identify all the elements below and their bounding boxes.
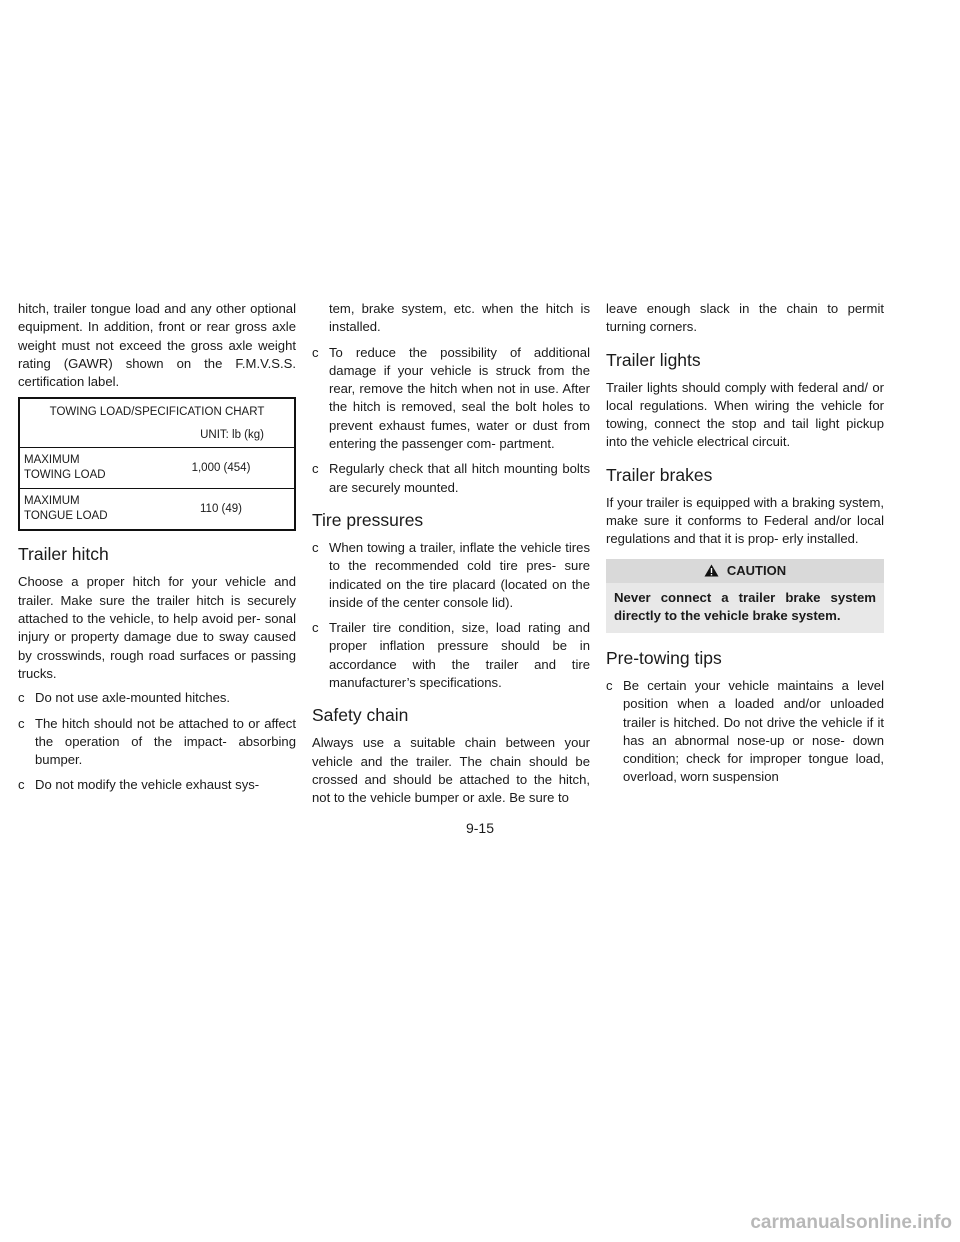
heading-safety-chain: Safety chain (312, 705, 409, 726)
spec-row-tongue (19, 489, 295, 531)
spec-row-label: MAXIMUM TONGUE LOAD (19, 489, 148, 531)
lights-paragraph: Trailer lights should comply with federal and/ or local regulations. When wiring the vehicle for towing, connect the stop and tail light pickup into the vehicle electrical circuit. (606, 379, 884, 450)
caution-box (606, 559, 884, 633)
list-item: c Trailer tire condition, size, load rating and proper inflation pressure should be in accordance with the trailer and tire manufacturer’s specifications. (312, 620, 590, 691)
spec-table-title: TOWING LOAD/SPECIFICATION CHART (49, 406, 265, 419)
brakes-paragraph: If your trailer is equipped with a braking system, make sure it conforms to Federal and/or local regulations and that it is prop- erly installed. (606, 494, 884, 547)
bullet-mark: c (18, 690, 25, 706)
heading-trailer-hitch: Trailer hitch (18, 544, 109, 565)
intro-paragraph: hitch, trailer tongue load and any other optional equipment. In addition, front or rear gross axle weight must not exceed the gross axle weight rating (GAWR) shown on the F.M.V.S.S. certification label. (18, 301, 296, 390)
list-item: c The hitch should not be attached to or affect the operation of the impact- absorbing bumper. (18, 715, 296, 768)
chain-paragraph: Always use a suitable chain between your vehicle and the trailer. The chain should be crossed and should be attached to the hitch, not to the vehicle bumper or axle. Be sure to (312, 735, 590, 806)
list-item: c Do not modify the vehicle exhaust sys- (18, 776, 296, 794)
heading-trailer-lights: Trailer lights (606, 349, 701, 370)
watermark: carmanualsonline.info (750, 1212, 952, 1233)
warning-triangle-icon (704, 564, 719, 577)
list-item: c To reduce the possibility of additional damage if your vehicle is struck from the rear, remove the hitch when not in use. After the hitch is removed, seal the bolt holes to prevent exhaust fumes, water or dust from entering the passenger com- partment. (312, 344, 590, 452)
spec-row-towing (19, 448, 295, 489)
bullet-mark: c (312, 620, 319, 636)
list-item: c Be certain your vehicle maintains a level position when a loaded and/or unloaded trailer is hitched. Do not drive the vehicle if it has an abnormal nose-up or nose- down condition; check for improper tongue load, overload, worn suspension (606, 677, 884, 785)
towing-spec-table (18, 397, 296, 531)
spec-table-unit: UNIT: lb (kg) (200, 429, 264, 442)
chain-continuation: leave enough slack in the chain to permit turning corners. (606, 301, 884, 335)
heading-trailer-brakes: Trailer brakes (606, 464, 713, 485)
bullet-mark: c (312, 539, 319, 555)
hitch-paragraph: Choose a proper hitch for your vehicle and trailer. Make sure the trailer hitch is securely attached to the vehicle, to help avoid per- sonal injury or property damage due to sway caused by crosswinds, rough road surfaces or passing trucks. (18, 574, 296, 681)
column-middle (312, 300, 590, 814)
list-item-continuation: tem, brake system, etc. when the hitch is installed. (329, 301, 590, 335)
caution-label: CAUTION (726, 562, 787, 578)
caution-header (606, 559, 884, 583)
bullet-mark: c (312, 461, 319, 477)
column-left (18, 300, 296, 802)
bullet-mark: c (312, 344, 319, 360)
heading-pre-towing-tips: Pre-towing tips (606, 647, 722, 668)
heading-tire-pressures: Tire pressures (312, 509, 424, 530)
caution-text: Never connect a trailer brake system directly to the vehicle brake system. (614, 589, 876, 623)
list-item: c Regularly check that all hitch mounting bolts are securely mounted. (312, 461, 590, 495)
list-item: c When towing a trailer, inflate the vehicle tires to the recommended cold tire pres- sure indicated on the tire placard (located on the inside of the center console lid). (312, 539, 590, 610)
list-item: c Do not use axle-mounted hitches. (18, 689, 296, 707)
bullet-mark: c (606, 677, 613, 693)
bullet-mark: c (18, 715, 25, 731)
spec-row-value: 1,000 (454) (148, 448, 295, 489)
spec-row-label: MAXIMUM TOWING LOAD (19, 448, 148, 489)
bullet-mark: c (18, 777, 25, 793)
column-right (606, 300, 884, 794)
spec-row-value: 110 (49) (148, 489, 295, 531)
page-number: 9-15 (465, 820, 495, 836)
